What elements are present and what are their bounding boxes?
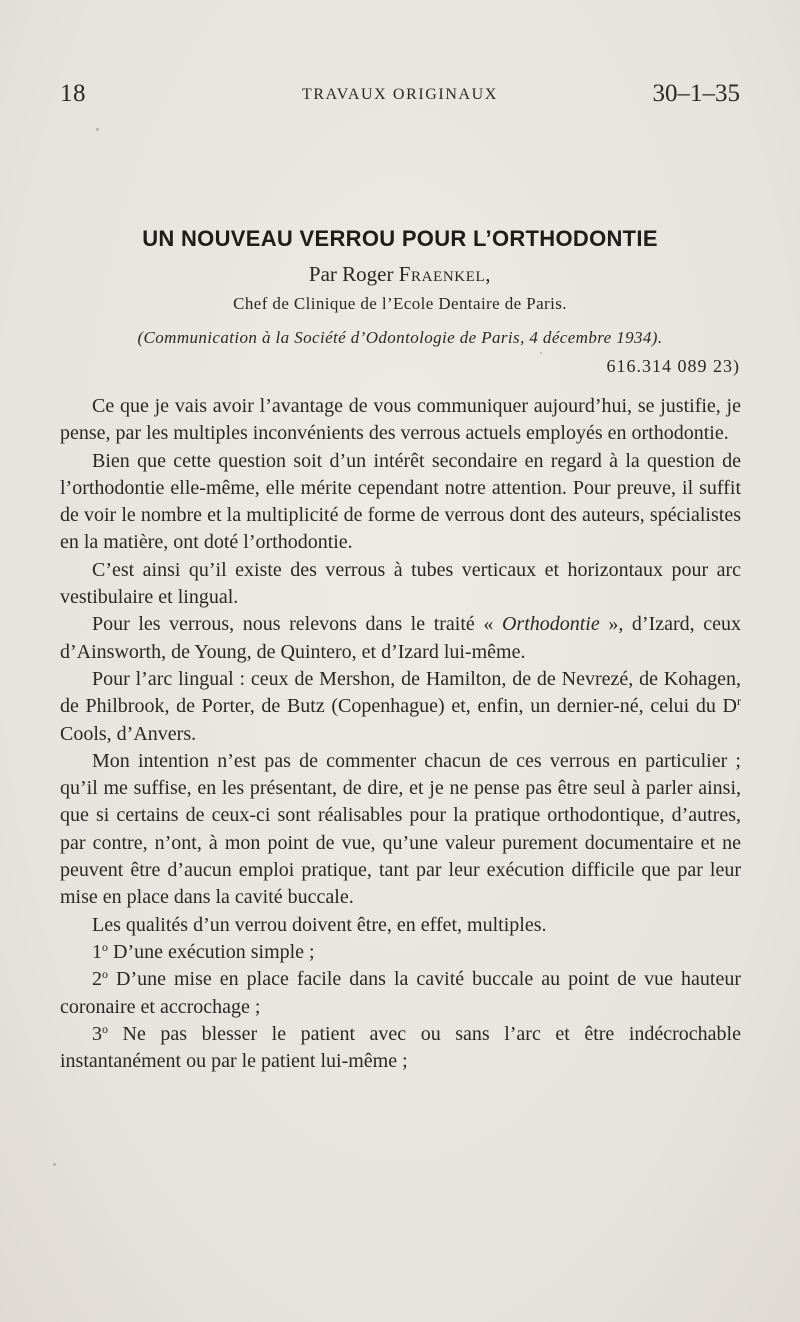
list-item-1 (60, 939, 741, 966)
paper-speck (96, 128, 99, 131)
author-name: Fraenkel, (398, 262, 492, 286)
doctor-abbreviation-sup: r (737, 694, 741, 709)
list-item-3-number: 3 (92, 1022, 102, 1045)
list-item-3 (60, 1021, 741, 1076)
issue-date: 30–1–35 (652, 80, 740, 107)
list-item-3-ordinal: o (102, 1021, 108, 1036)
list-item-1-text: D’une exécution simple ; (108, 940, 315, 963)
list-item-2-ordinal: o (102, 967, 108, 982)
paragraph-5 (60, 666, 741, 748)
running-head (60, 80, 740, 114)
paragraph-6: Mon intention n’est pas de commenter chacun de ces verrous en particulier ; qu’il me suffise, en les présentant, de dire, et je ne pense pas être seul à parler ainsi, que si certains de ceux-ci sont réalisables pour la pratique orthodontique, d’autres, par contre, n’ont, à mon point de vue, qu’une valeur purement documentaire et ne peuvent être d’aucun emploi pratique, tant par leur exécution difficile que par leur mise en place dans la cavité buccale. (60, 749, 741, 909)
book-title-orthodontie: Orthodontie (501, 613, 600, 636)
paragraph-3: C’est ainsi qu’il existe des verrous à tubes verticaux et horizontaux pour arc vestibulaire et lingual. (60, 558, 741, 609)
paragraph-4 (60, 611, 741, 666)
paper-speck (53, 1163, 56, 1166)
paper-speck (540, 352, 542, 354)
communication-note: (Communication à la Société d’Odontologie de Paris, 4 décembre 1934). (137, 328, 663, 347)
author-prefix: Par Roger (308, 262, 394, 286)
list-item-2-text: D’une mise en place facile dans la cavité buccale au point de vue hauteur coronaire et accrochage ; (60, 968, 741, 1018)
page-number: 18 (60, 80, 86, 107)
list-item-3-text: Ne pas blesser le patient avec ou sans l’arc et être indécrochable instantanément ou par le patient lui-même ; (60, 1022, 741, 1073)
article-title: UN NOUVEAU VERROU POUR L’ORTHODONTIE (142, 226, 658, 251)
paragraph-4-start: Pour les verrous, nous relevons dans le traité « (92, 613, 502, 636)
list-item-2-number: 2 (92, 968, 102, 991)
paragraph-1: Ce que je vais avoir l’avantage de vous communiquer aujourd’hui, se justifie, je pense, par les multiples inconvénients des verrous actuels employés en orthodontie. (60, 395, 741, 445)
list-item-1-ordinal: o (102, 939, 108, 954)
paragraph-2: Bien que cette question soit d’un intérêt secondaire en regard à la question de l’orthodontie elle-même, elle mérite cependant notre attention. Pour preuve, il suffit de voir le nombre et la multiplicité de forme de verrous dont des auteurs, spécialistes en la matière, ont doté l’orthodontie. (60, 449, 741, 554)
paragraph-7: Les qualités d’un verrou doivent être, en effet, multiples. (92, 913, 547, 936)
paragraph-5-end: Cools, d’Anvers. (60, 722, 197, 745)
article-body (60, 393, 741, 1075)
author-line (60, 262, 740, 287)
paragraph-4-end: », d’Izard, ceux d’Ainsworth, de Young, de Quintero, et d’Izard lui-même. (60, 613, 741, 663)
list-item-2 (60, 966, 741, 1021)
author-affiliation: Chef de Clinique de l’Ecole Dentaire de Paris. (233, 294, 567, 313)
running-section-title: TRAVAUX ORIGINAUX (302, 86, 498, 103)
list-item-1-number: 1 (92, 940, 102, 963)
classification-number: 616.314 089 23) (606, 356, 740, 376)
paragraph-5-start: Pour l’arc lingual : ceux de Mershon, de Hamilton, de de Nevrezé, de Kohagen, de Philbrook, de Porter, de Butz (Copenhague) et, enfin, un dernier-né, celui du D (60, 667, 741, 718)
